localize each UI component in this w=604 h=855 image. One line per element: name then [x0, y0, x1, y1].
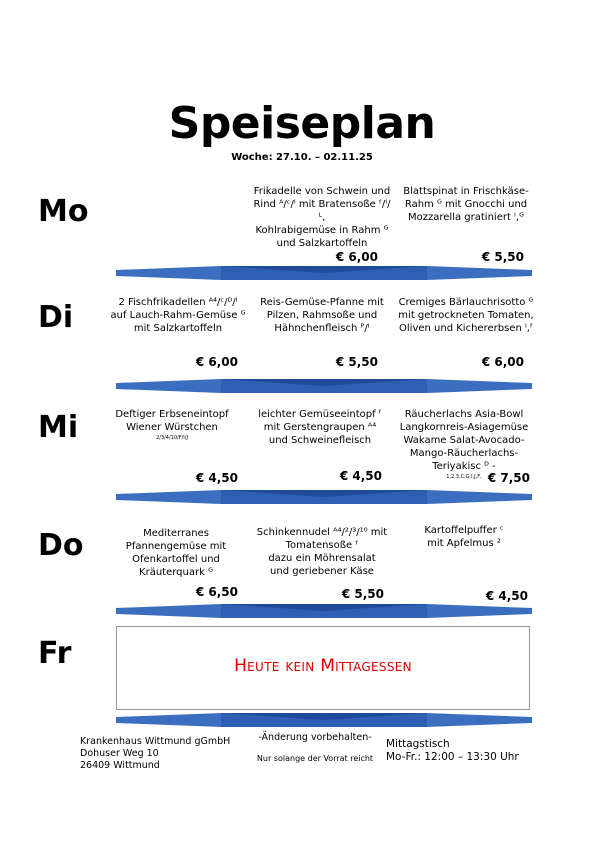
ribbon-divider	[116, 378, 532, 394]
day-label-mi: Mi	[38, 410, 79, 445]
dish-di-2: Reis-Gemüse-Pfanne mit Pilzen, Rahmsoße und Hähnchenfleisch ᴾ/ᴵ	[260, 297, 384, 334]
dish-mo-1: Frikadelle von Schwein und Rind ᴬ/ᶜ/ᴵ mit Bratensoße ᶠ/ᴵ/ᴸ, Kohlrabigemüse in Rahm ᴳ und Salzkartoffeln	[253, 186, 391, 249]
price-di-2: € 5,50	[335, 355, 378, 369]
price-do-2: € 5,50	[341, 587, 384, 601]
dish-do-1: Mediterranes Pfannengemüse mit Ofenkartoffel und Kräuterquark ᴳ	[125, 528, 227, 578]
friday-notice: Heute kein Mittagessen	[234, 656, 412, 676]
price-di-1: € 6,00	[195, 355, 238, 369]
price-mi-3: € 7,50	[487, 471, 530, 485]
dish-di-3: Cremiges Bärlauchrisotto ᴳ mit getrockneten Tomaten, Oliven und Kichererbsen ᴵ,ᶠ	[398, 297, 534, 334]
footer-lunch-hours: Mo-Fr.: 12:00 – 13:30 Uhr	[386, 751, 519, 763]
dish-mi-2: leichter Gemüseeintopf ᶠ mit Gerstengraupen ᴬ⁴ und Schweinefleisch	[258, 409, 382, 446]
day-label-mo: Mo	[38, 194, 89, 229]
dish-di-1: 2 Fischfrikadellen ᴬ⁴/ᶜ/ᴰ/ᴵ auf Lauch-Rahm-Gemüse ᴳ mit Salzkartoffeln	[110, 297, 246, 334]
price-di-3: € 6,00	[481, 355, 524, 369]
dish-do-2: Schinkennudel ᴬ⁴/²/³/¹⁰ mit Tomatensoße ᶠ dazu ein Möhrensalat und geriebener Käse	[256, 527, 388, 577]
price-mo-2: € 5,50	[481, 250, 524, 264]
price-do-1: € 6,50	[195, 585, 238, 599]
page-title: Speiseplan	[168, 98, 436, 149]
dish-mo-2: Blattspinat in Frischkäse- Rahm ᴳ mit Gnocchi und Mozzarella gratiniert ᴵ,ᴳ	[403, 186, 529, 223]
footer-lunch-title: Mittagstisch	[386, 738, 450, 750]
footer-stock: Nur solange der Vorrat reicht	[256, 754, 374, 763]
dish-mi-3: Räucherlachs Asia-Bowl Langkornreis-Asiagemüse Wakame Salat-Avocado- Mango-Räucherlachs- Teriyakisc ᴰ - 1,2,3,C,G,I,J,F,	[399, 409, 529, 480]
day-label-di: Di	[38, 300, 74, 335]
day-label-fr: Fr	[38, 636, 72, 671]
week-range: Woche: 27.10. – 02.11.25	[231, 152, 373, 163]
day-label-do: Do	[38, 528, 84, 563]
dish-mi-1: Deftiger Erbseneintopf Wiener Würstchen 2/3/4/10/F/I/J	[115, 409, 229, 441]
footer-address: Krankenhaus Wittmund gGmbH Dohuser Weg 10 26409 Wittmund	[80, 736, 231, 771]
ribbon-divider	[116, 265, 532, 281]
price-mi-1: € 4,50	[195, 471, 238, 485]
ribbon-divider	[116, 603, 532, 619]
price-do-3: € 4,50	[485, 589, 528, 603]
price-mi-2: € 4,50	[339, 469, 382, 483]
footer-changes: -Änderung vorbehalten-	[258, 732, 372, 743]
ribbon-divider	[116, 489, 532, 505]
ribbon-divider	[116, 712, 532, 728]
dish-do-3: Kartoffelpuffer ᶜ mit Apfelmus ²	[424, 525, 504, 549]
price-mo-1: € 6,00	[335, 250, 378, 264]
